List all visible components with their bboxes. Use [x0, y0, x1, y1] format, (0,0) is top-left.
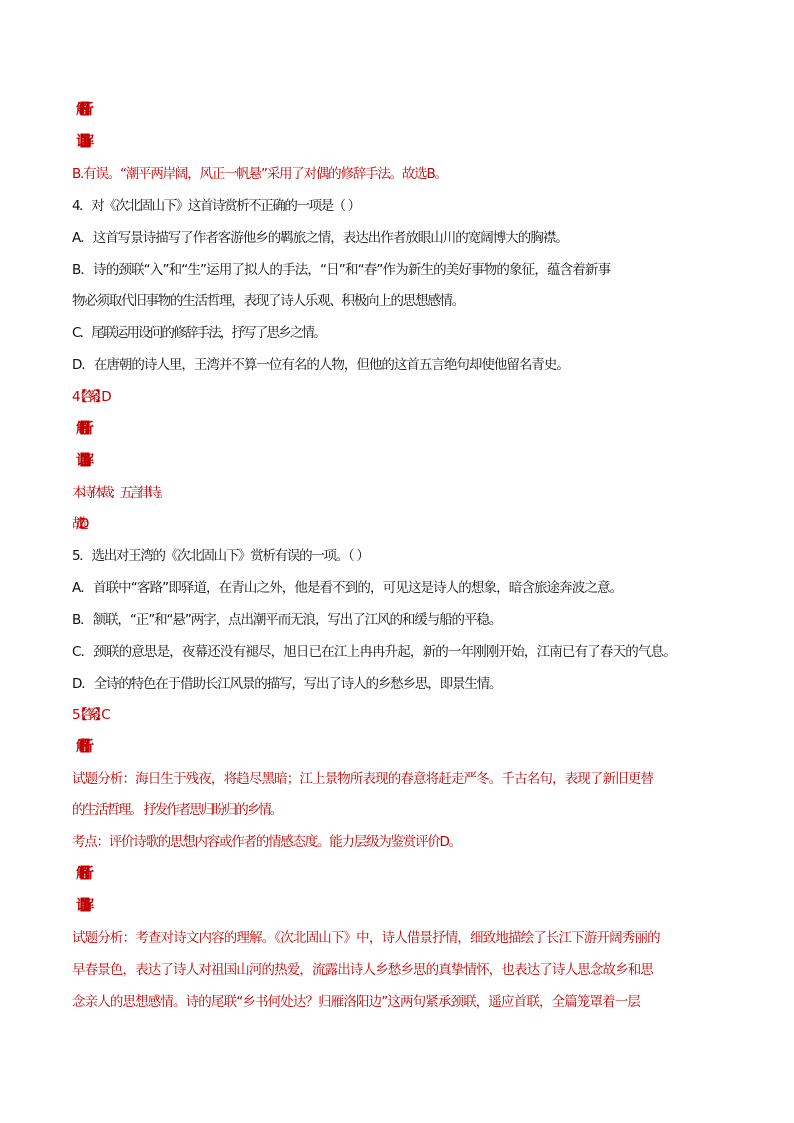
q5-answer: 5【答案】C: [72, 707, 105, 723]
q5-option-b: B．颔联，“正”和“悬”两字，点出潮平而无浪，写出了江风的和缓与船的平稳。: [72, 612, 502, 628]
q5-option-d: D．全诗的特色在于借助长江风景的描写，写出了诗人的乡愁乡思，即景生情。: [72, 676, 502, 692]
q5-stem: 5．选出对王湾的《次北固山下》赏析有误的一项。（ ）: [72, 548, 369, 564]
q4-detail-line2: 故选D。: [72, 516, 83, 532]
analysis-label: 【解析】: [72, 866, 88, 882]
q4-option-b-line1: B．诗的颈联“入”和“生”运用了拟人的手法，“日”和“春”作为新生的美好事物的象征，蕴含着新事: [72, 262, 611, 278]
q5-test-point: 考点：评价诗歌的思想内容或作者的情感态度。能力层级为鉴赏评价D。: [72, 834, 461, 850]
q4-answer: 4【答案】D: [72, 389, 105, 405]
analysis-label: 【解析】: [72, 739, 88, 755]
q5-detail-line2: 早春景色，表达了诗人对祖国山河的热爱，流露出诗人乡愁乡思的真挚情怀，也表达了诗人思念故乡和思: [72, 962, 653, 978]
q5-detail-line1: 试题分析：考查对诗文内容的理解。《次北固山下》中，诗人借景抒情，细致地描绘了长江下游开阔秀丽的: [72, 930, 660, 946]
detail-label: 【详解】: [72, 453, 88, 469]
detail-label: 【详解】: [72, 898, 88, 914]
q5-option-a: A．首联中“客路”即驿道，在青山之外，他是看不到的，可见这是诗人的想象，暗含旅途奔波之意。: [72, 580, 623, 596]
q4-option-a: A．这首写景诗描写了作者客游他乡的羁旅之情，表达出作者放眼山川的宽阔博大的胸襟。: [72, 230, 568, 246]
analysis-label: 【解析】: [72, 102, 88, 118]
q3-detail-text: B.有误。“潮平两岸阔，风正一帆悬”采用了对偶的修辞手法。故选B。: [72, 166, 447, 182]
q4-option-b-line2: 物必须取代旧事物的生活哲理，表现了诗人乐观、积极向上的思想感情。: [72, 293, 464, 309]
q4-stem: 4．对《次北固山下》这首诗赏析不正确的一项是（ ）: [72, 198, 360, 214]
analysis-label: 【解析】: [72, 421, 88, 437]
q4-option-c: C．尾联运用设问的修辞手法，抒写了思乡之情。: [72, 325, 325, 341]
q5-option-c: C．颈联的意思是，夜幕还没有褪尽，旭日已在江上冉冉升起，新的一年刚刚开始，江南已有了春天的气息。: [72, 644, 676, 660]
q4-option-d: D．在唐朝的诗人里，王湾并不算一位有名的人物，但他的这首五言绝句却使他留名青史。: [72, 357, 569, 373]
q5-detail-line3: 念亲人的思想感情。诗的尾联“乡书何处达？归雁洛阳边”这两句紧承颈联，遥应首联，全篇笼罩着一层: [72, 994, 640, 1010]
detail-label: 【详解】: [72, 134, 88, 150]
q5-analysis-line1: 试题分析：海日生于残夜，将趋尽黑暗；江上景物所表现的春意将赶走严冬。千古名句，表现了新旧更替: [72, 771, 653, 787]
q4-detail-line1: 本诗体裁：五言律诗。: [72, 485, 167, 501]
q5-analysis-line2: 的生活哲理。 抒发作者思归盼归的乡情。: [72, 802, 282, 818]
